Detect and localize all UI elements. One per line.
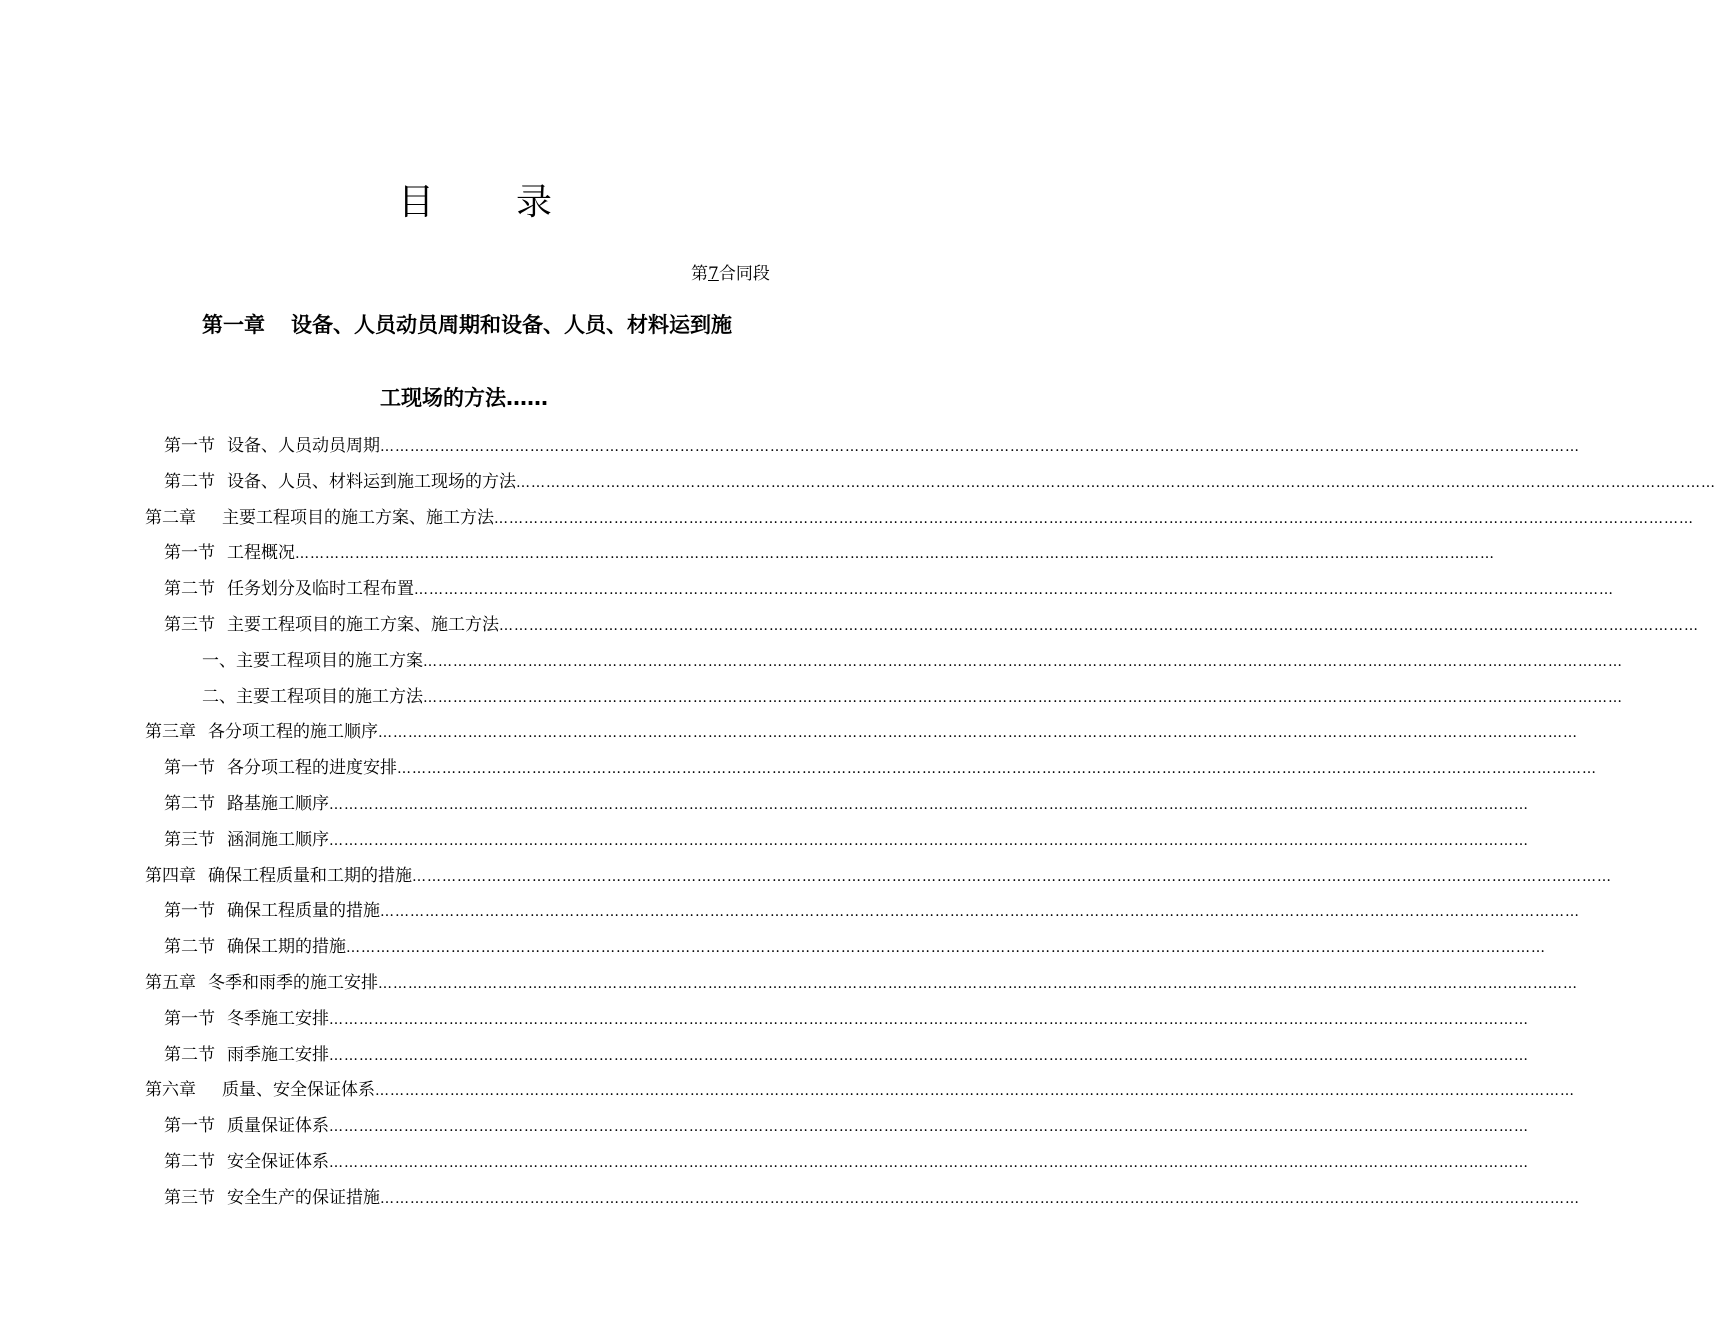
toc-dot-leader: ……………………………………………………………………………………………………………………………………………………………………………………………………………………	[329, 833, 1529, 849]
toc-entry-title: 质量保证体系	[227, 1116, 329, 1136]
toc-entry-title: 任务划分及临时工程布置	[227, 579, 414, 599]
toc-entry-label	[164, 1150, 329, 1174]
contract-suffix: 合同段	[718, 264, 770, 284]
toc-entry-number: 第一节	[164, 1116, 215, 1136]
title-part-1: 目	[397, 182, 434, 223]
toc-entry-number: 第一节	[164, 543, 215, 563]
toc-entry-number: 第二节	[164, 937, 215, 957]
toc-entry-number: 第一节	[164, 901, 215, 921]
toc-entry-title: 确保工期的措施	[227, 937, 346, 957]
toc-entry[interactable]	[164, 935, 1546, 960]
toc-entry-label	[164, 1007, 329, 1031]
toc-entry-label	[145, 971, 378, 995]
toc-entry-label	[145, 1078, 375, 1102]
toc-entry[interactable]	[164, 756, 1597, 781]
toc-entry-number: 第一节	[164, 1009, 215, 1029]
toc-entry-title: 质量、安全保证体系	[222, 1080, 375, 1100]
toc-dot-leader: ……………………………………………………………………………………………………………………………………………………………………………………………………………………	[329, 1048, 1529, 1064]
contract-number: 7	[708, 264, 719, 284]
toc-entry[interactable]	[202, 649, 1623, 674]
toc-entry[interactable]	[202, 685, 1623, 710]
toc-entry[interactable]	[145, 864, 1612, 889]
toc-dot-leader: ……………………………………………………………………………………………………………………………………………………………………………………………………………………	[378, 976, 1578, 992]
toc-entry[interactable]	[164, 613, 1699, 638]
toc-entry[interactable]	[145, 971, 1578, 996]
chapter-1-title-line-2: 工现场的方法……	[380, 386, 548, 410]
toc-entry-number: 第二节	[164, 1045, 215, 1065]
toc-dot-leader: ……………………………………………………………………………………………………………………………………………………………………………………………………………………	[346, 940, 1546, 956]
toc-entry-label	[164, 613, 499, 637]
chapter-1-title-line-1: 设备、人员动员周期和设备、人员、材料运到施	[291, 313, 732, 337]
toc-entry[interactable]	[164, 899, 1580, 924]
toc-dot-leader: ……………………………………………………………………………………………………………………………………………………………………………………………………………………	[516, 475, 1716, 491]
toc-entry[interactable]	[145, 506, 1694, 531]
toc-entry[interactable]	[164, 1186, 1580, 1211]
toc-entry[interactable]	[164, 1114, 1529, 1139]
toc-entry-number: 第二节	[164, 472, 215, 492]
toc-dot-leader: ……………………………………………………………………………………………………………………………………………………………………………………………………………………	[378, 725, 1578, 741]
chapter-1-number: 第一章	[202, 313, 265, 337]
toc-entry[interactable]	[164, 470, 1716, 495]
toc-entry-label	[164, 1186, 380, 1210]
toc-entry-title: 涵洞施工顺序	[227, 830, 329, 850]
toc-entry-title: 安全保证体系	[227, 1152, 329, 1172]
toc-entry-title: 冬季和雨季的施工安排	[208, 973, 378, 993]
toc-entry-title: 各分项工程的进度安排	[227, 758, 397, 778]
toc-entry-title: 路基施工顺序	[227, 794, 329, 814]
contract-prefix: 第	[691, 264, 708, 284]
toc-entry-label	[145, 720, 378, 744]
toc-entry-title: 主要工程项目的施工方案	[236, 651, 423, 671]
toc-entry-number: 第二节	[164, 794, 215, 814]
toc-entry-number: 第四章	[145, 866, 196, 886]
toc-entry[interactable]	[164, 577, 1614, 602]
toc-dot-leader: ……………………………………………………………………………………………………………………………………………………………………………………………………………………	[329, 1155, 1529, 1171]
toc-entry-title: 主要工程项目的施工方案、施工方法	[227, 615, 499, 635]
toc-entry-number: 第三节	[164, 1188, 215, 1208]
toc-entry[interactable]	[164, 792, 1529, 817]
toc-entry[interactable]	[164, 1150, 1529, 1175]
toc-entry[interactable]	[164, 1007, 1529, 1032]
toc-entry-label	[164, 935, 346, 959]
toc-entry-number: 第一节	[164, 436, 215, 456]
toc-entry-title: 主要工程项目的施工方案、施工方法	[222, 508, 494, 528]
toc-entry-title: 雨季施工安排	[227, 1045, 329, 1065]
toc-entry-label	[202, 649, 423, 673]
toc-entry-label	[164, 756, 397, 780]
toc-entry[interactable]	[164, 541, 1495, 566]
toc-entry[interactable]	[164, 1043, 1529, 1068]
toc-dot-leader: ……………………………………………………………………………………………………………………………………………………………………………………………………………………	[375, 1083, 1575, 1099]
toc-entry-title: 设备、人员、材料运到施工现场的方法	[227, 472, 516, 492]
toc-entry-title: 安全生产的保证措施	[227, 1188, 380, 1208]
toc-entry-label	[202, 685, 423, 709]
toc-dot-leader: ……………………………………………………………………………………………………………………………………………………………………………………………………………………	[412, 869, 1612, 885]
toc-dot-leader: ……………………………………………………………………………………………………………………………………………………………………………………………………………………	[423, 690, 1623, 706]
toc-dot-leader: ……………………………………………………………………………………………………………………………………………………………………………………………………………………	[423, 654, 1623, 670]
toc-entry-label	[164, 470, 516, 494]
toc-entry[interactable]	[164, 434, 1580, 459]
toc-entry-label	[164, 541, 295, 565]
toc-entry-number: 第五章	[145, 973, 196, 993]
toc-dot-leader: ……………………………………………………………………………………………………………………………………………………………………………………………………………………	[295, 546, 1495, 562]
toc-entry-title: 主要工程项目的施工方法	[236, 687, 423, 707]
toc-entry-number: 第二章	[145, 508, 196, 528]
toc-dot-leader: ……………………………………………………………………………………………………………………………………………………………………………………………………………………	[380, 1191, 1580, 1207]
toc-entry-title: 确保工程质量的措施	[227, 901, 380, 921]
toc-entry-number: 第三节	[164, 830, 215, 850]
toc-entry-label	[145, 506, 494, 530]
toc-entry-title: 设备、人员动员周期	[227, 436, 380, 456]
toc-entry-number: 第一节	[164, 758, 215, 778]
toc-entry[interactable]	[145, 720, 1578, 745]
title-part-2: 录	[516, 182, 553, 223]
toc-dot-leader: ……………………………………………………………………………………………………………………………………………………………………………………………………………………	[414, 582, 1614, 598]
toc-entry-number: 第六章	[145, 1080, 196, 1100]
toc-entry[interactable]	[164, 828, 1529, 853]
toc-entry-label	[164, 1043, 329, 1067]
toc-dot-leader: ……………………………………………………………………………………………………………………………………………………………………………………………………………………	[380, 439, 1580, 455]
toc-dot-leader: ……………………………………………………………………………………………………………………………………………………………………………………………………………………	[329, 797, 1529, 813]
toc-entry-title: 冬季施工安排	[227, 1009, 329, 1029]
toc-entry-label	[164, 792, 329, 816]
toc-dot-leader: ……………………………………………………………………………………………………………………………………………………………………………………………………………………	[380, 904, 1580, 920]
toc-entry-number: 第三章	[145, 722, 196, 742]
toc-entry-number: 第二节	[164, 579, 215, 599]
toc-entry-label	[164, 1114, 329, 1138]
toc-entry-label	[145, 864, 412, 888]
toc-entry-title: 各分项工程的施工顺序	[208, 722, 378, 742]
toc-entry-number: 第三节	[164, 615, 215, 635]
toc-dot-leader: ……………………………………………………………………………………………………………………………………………………………………………………………………………………	[397, 761, 1597, 777]
toc-entry-number: 第二节	[164, 1152, 215, 1172]
toc-dot-leader: ……………………………………………………………………………………………………………………………………………………………………………………………………………………	[494, 511, 1694, 527]
toc-dot-leader: ……………………………………………………………………………………………………………………………………………………………………………………………………………………	[329, 1119, 1529, 1135]
toc-entry[interactable]	[145, 1078, 1575, 1103]
toc-dot-leader: ……………………………………………………………………………………………………………………………………………………………………………………………………………………	[329, 1012, 1529, 1028]
toc-dot-leader: ……………………………………………………………………………………………………………………………………………………………………………………………………………………	[499, 618, 1699, 634]
toc-entry-label	[164, 434, 380, 458]
toc-entry-title: 确保工程质量和工期的措施	[208, 866, 412, 886]
toc-entry-number: 一、	[202, 651, 236, 671]
toc-entry-title: 工程概况	[227, 543, 295, 563]
toc-entry-number: 二、	[202, 687, 236, 707]
toc-entry-label	[164, 828, 329, 852]
toc-entry-label	[164, 577, 414, 601]
toc-entry-label	[164, 899, 380, 923]
